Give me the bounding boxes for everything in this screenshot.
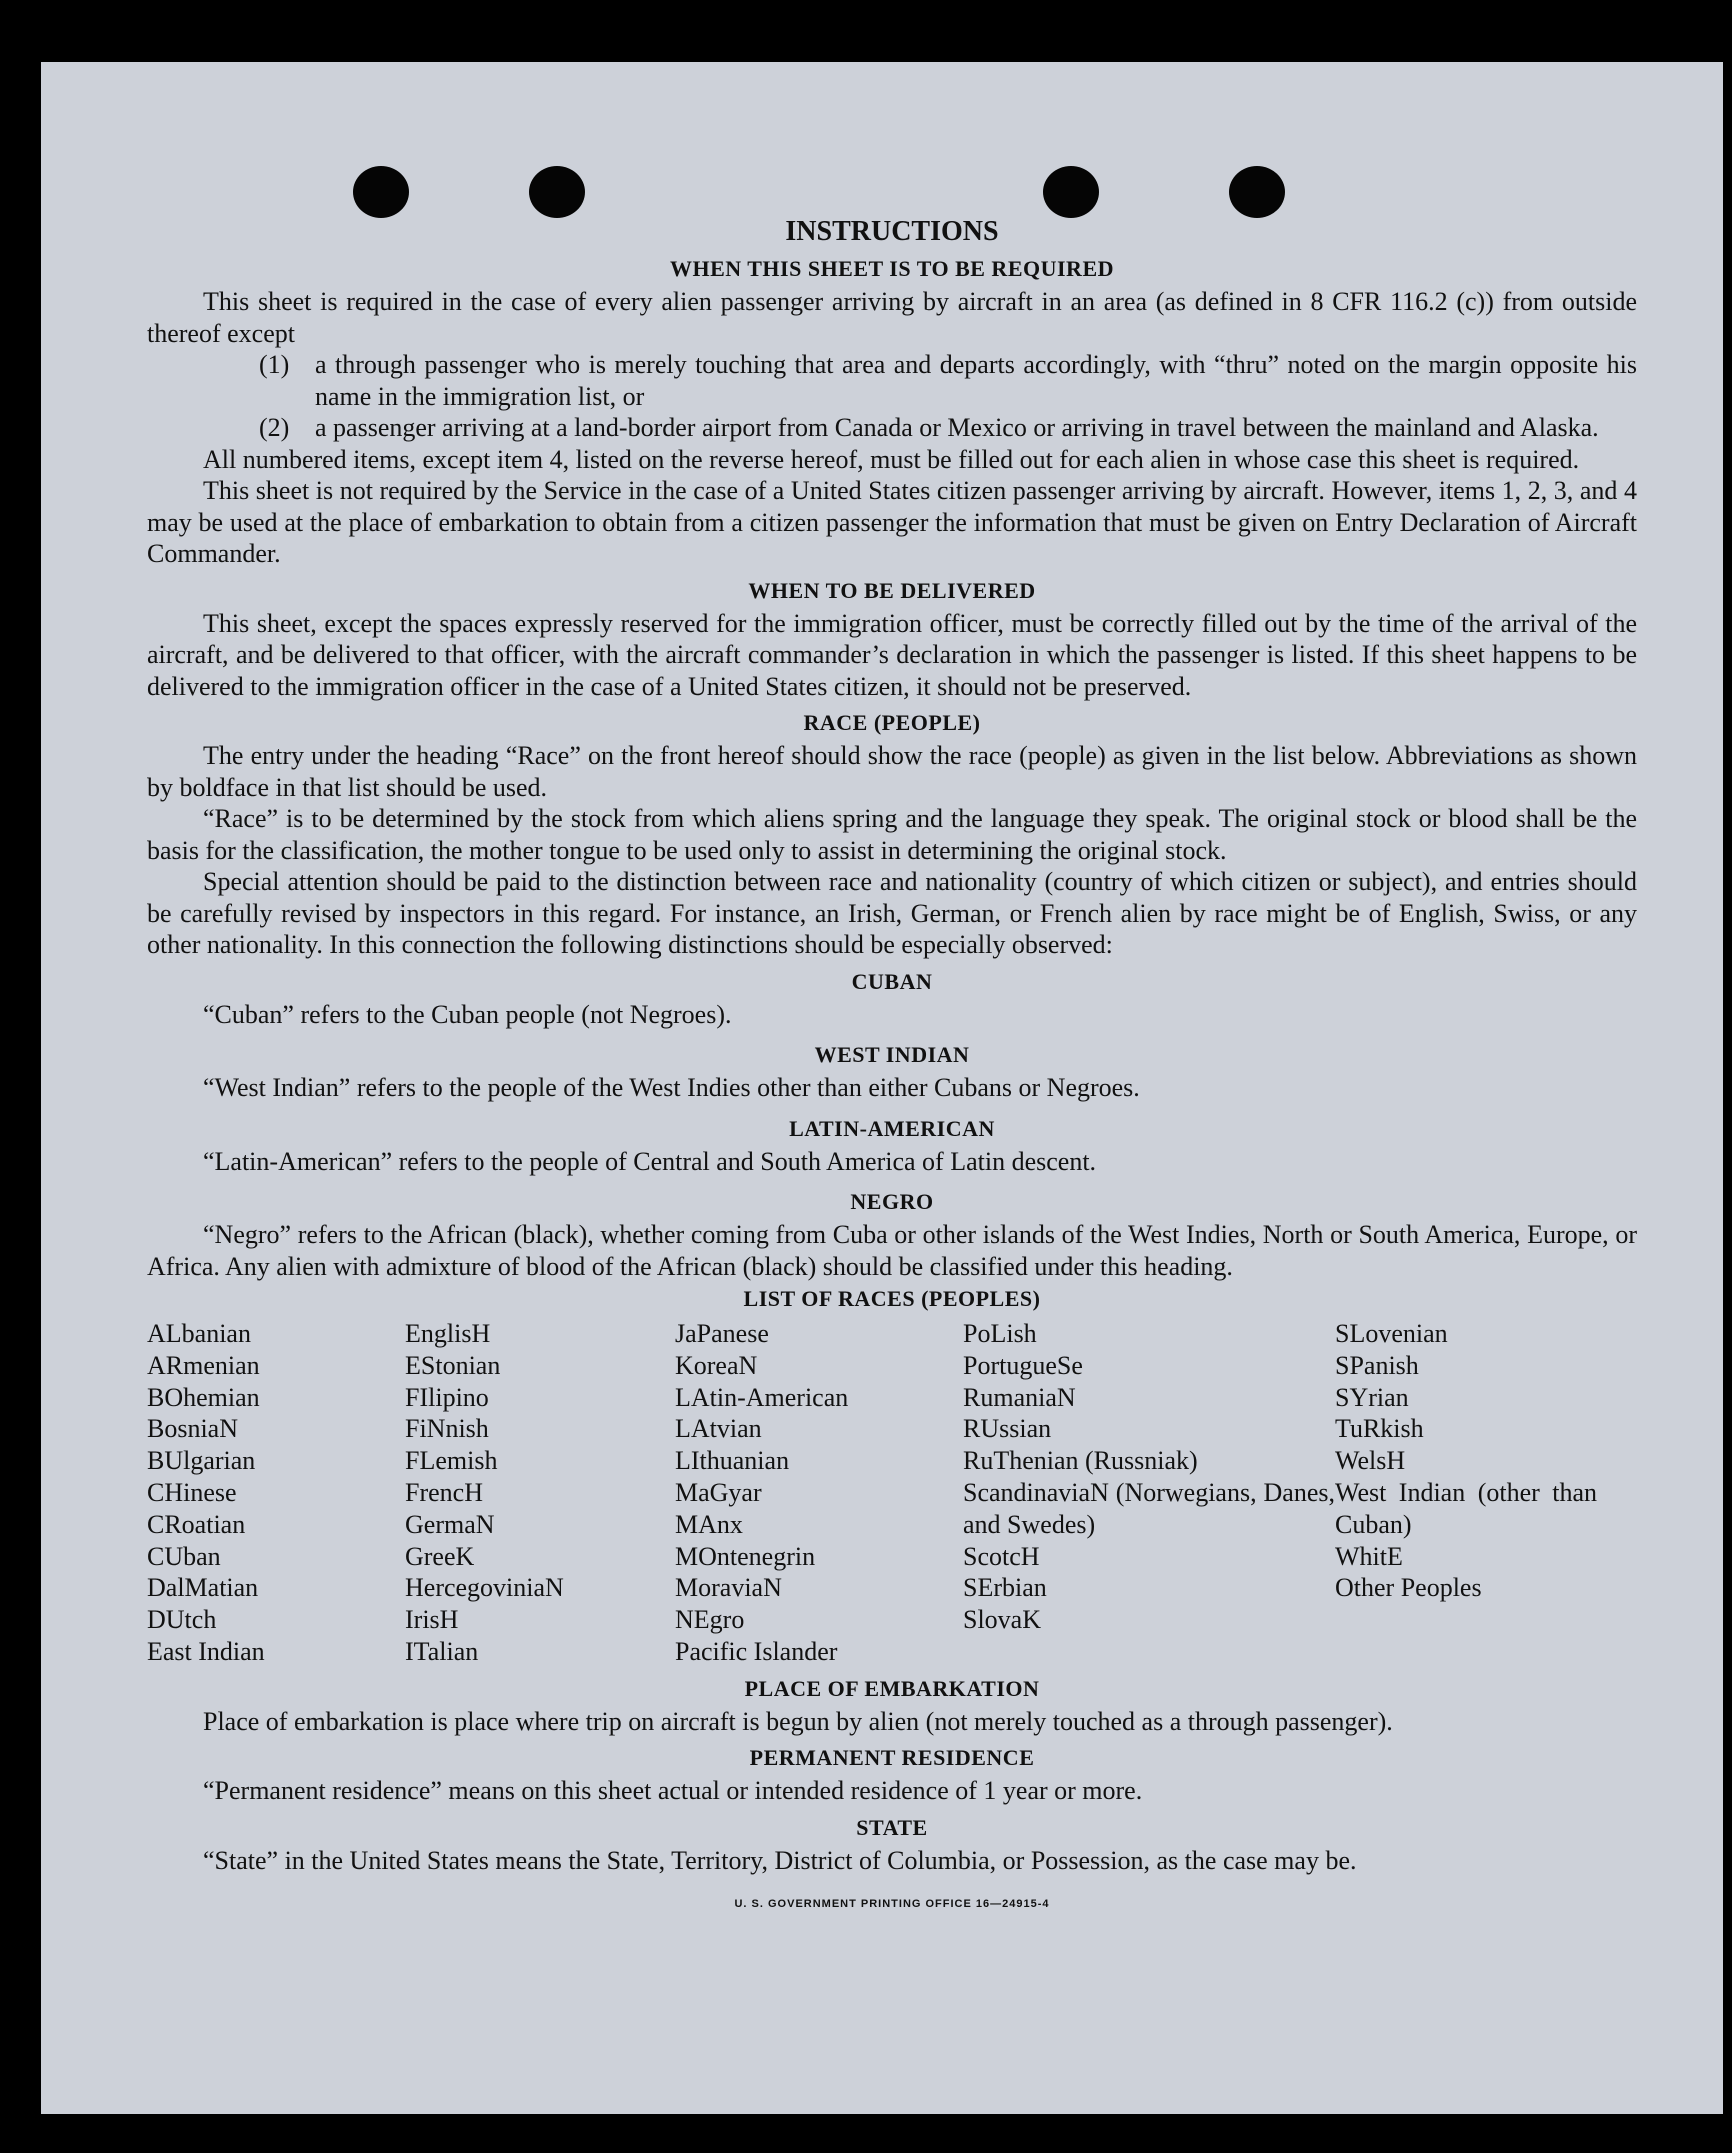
race-item: GermaN xyxy=(405,1509,495,1539)
list-item: West Indian (other than Cuban) xyxy=(1335,1477,1597,1539)
race-item: BOhemian xyxy=(147,1382,260,1412)
section-heading: WHEN THIS SHEET IS TO BE REQUIRED xyxy=(669,256,1115,281)
race-item: SErbian xyxy=(963,1573,1047,1603)
paragraph: Place of embarkation is place where trip on aircraft is begun by alien (not merely touched as a through passenger). xyxy=(203,1706,1393,1736)
section-heading: WHEN TO BE DELIVERED xyxy=(748,577,1036,603)
race-item: Other Peoples xyxy=(1335,1573,1482,1603)
race-item: SYrian xyxy=(1335,1382,1409,1412)
punch-hole xyxy=(529,166,585,218)
race-item: FrencH xyxy=(405,1477,483,1507)
section-heading: LATIN-AMERICAN xyxy=(789,1115,995,1141)
punch-hole xyxy=(1043,166,1099,218)
race-item: RUssian xyxy=(963,1414,1052,1444)
section-heading: WEST INDIAN xyxy=(814,1042,970,1067)
race-column xyxy=(405,1318,675,1668)
paragraph: All numbered items, except item 4, listed on the reverse hereof, must be filled out for each alien in whose case this sheet is required. xyxy=(203,444,1580,474)
race-item: DUtch xyxy=(147,1605,217,1635)
race-item: MAnx xyxy=(675,1509,743,1539)
race-column xyxy=(1335,1318,1597,1668)
section-heading: RACE (PEOPLE) xyxy=(803,710,981,735)
race-item: LAtin-American xyxy=(675,1382,849,1412)
paragraph: This sheet is required in the case of every alien passenger arriving by aircraft in an area (as defined in 8 CFR 116.2 (c)) from outside thereof except xyxy=(147,287,1637,348)
race-item: MOntenegrin xyxy=(675,1541,816,1571)
race-item: NEgro xyxy=(675,1605,745,1635)
race-item: CUban xyxy=(147,1541,221,1571)
race-item: ARmenian xyxy=(147,1350,260,1380)
paragraph: “State” in the United States means the State, Territory, District of Columbia, or Possession, as the case may be. xyxy=(203,1845,1357,1875)
section-heading: CUBAN xyxy=(851,968,933,994)
race-item: IrisH xyxy=(405,1605,459,1635)
race-item: BUlgarian xyxy=(147,1446,256,1476)
instructions-content xyxy=(147,212,1637,1910)
race-item: TuRkish xyxy=(1335,1414,1424,1444)
page-title: INSTRUCTIONS xyxy=(785,216,999,247)
race-column xyxy=(147,1318,405,1668)
paragraph: This sheet, except the spaces expressly reserved for the immigration officer, must be correctly filled out by the time of the arrival of the aircraft, and be delivered to that officer, with the aircraft commander’s declaration in which the passenger is listed. If this sheet happens to be delivered to the immigration officer in the case of a United States citizen, it should not be preserved. xyxy=(147,608,1637,701)
race-item: PortugueSe xyxy=(963,1350,1083,1380)
race-item: HercegoviniaN xyxy=(405,1573,564,1603)
race-item: FLemish xyxy=(405,1446,498,1476)
race-item: JaPanese xyxy=(675,1319,769,1348)
race-item: RumaniaN xyxy=(963,1382,1076,1412)
paragraph: “Permanent residence” means on this sheet actual or intended residence of 1 year or more. xyxy=(203,1776,1143,1806)
race-column xyxy=(675,1318,963,1668)
race-item: FIlipino xyxy=(405,1382,489,1412)
paragraph: This sheet is not required by the Service in the case of a United States citizen passenger arriving by aircraft. However, items 1, 2, 3, and 4 may be used at the place of embarkation to obtain from a citizen passenger the information that must be given on Entry Declaration of Aircraft Commander. xyxy=(147,476,1637,568)
race-item: MaGyar xyxy=(675,1477,762,1507)
race-item: KoreaN xyxy=(675,1350,758,1380)
paragraph: “Negro” refers to the African (black), whether coming from Cuba or other islands of the West Indies, North or South America, Europe, or Africa. Any alien with admixture of blood of the African (black) should be classified under this heading. xyxy=(147,1220,1637,1281)
race-item: WelsH xyxy=(1335,1446,1406,1476)
section-heading: PERMANENT RESIDENCE xyxy=(749,1745,1035,1771)
race-list xyxy=(147,1318,1637,1668)
race-item: EStonian xyxy=(405,1350,501,1380)
paragraph: “Cuban” refers to the Cuban people (not Negroes). xyxy=(203,999,732,1029)
section-heading: LIST OF RACES (PEOPLES) xyxy=(743,1286,1041,1311)
race-item: ALbanian xyxy=(147,1319,251,1348)
list-item: ScandinaviaN (Norwegians, Danes, and Swedes) xyxy=(963,1477,1335,1539)
race-item: LAtvian xyxy=(675,1414,762,1444)
race-item: SlovaK xyxy=(963,1605,1041,1635)
race-item: MoraviaN xyxy=(675,1573,782,1603)
punch-hole xyxy=(1229,166,1285,218)
punch-hole xyxy=(353,166,409,218)
race-item: East Indian xyxy=(147,1636,265,1666)
printer-imprint: U. S. GOVERNMENT PRINTING OFFICE 16—24915-4 xyxy=(734,1898,1050,1911)
race-item: BosniaN xyxy=(147,1414,238,1444)
race-item: ScotcH xyxy=(963,1541,1040,1571)
race-item: FiNnish xyxy=(405,1414,489,1444)
section-heading: NEGRO xyxy=(850,1189,934,1214)
race-item: Pacific Islander xyxy=(675,1636,838,1666)
section-heading: STATE xyxy=(856,1814,928,1840)
document-sheet xyxy=(41,62,1723,2114)
race-item: PoLish xyxy=(963,1319,1037,1348)
race-item: ITalian xyxy=(405,1636,479,1666)
paragraph: “Race” is to be determined by the stock from which aliens spring and the language they speak. The original stock or blood shall be the basis for the classification, the mother tongue to be used only to assist in determining the original stock. xyxy=(147,804,1637,865)
race-column xyxy=(963,1318,1335,1668)
race-item: CHinese xyxy=(147,1477,237,1507)
race-item: RuThenian (Russniak) xyxy=(963,1446,1198,1476)
race-item: CRoatian xyxy=(147,1509,246,1539)
list-item: (1) a through passenger who is merely touching that area and departs accordingly, with “thru” noted on the margin opposite his name in the immigration list, or xyxy=(259,350,1637,411)
race-item: SLovenian xyxy=(1335,1319,1448,1348)
race-item: EnglisH xyxy=(405,1319,491,1348)
race-item: LIthuanian xyxy=(675,1446,790,1476)
race-item: GreeK xyxy=(405,1541,475,1571)
race-item: SPanish xyxy=(1335,1350,1419,1380)
section-heading: PLACE OF EMBARKATION xyxy=(744,1675,1040,1701)
race-item: DalMatian xyxy=(147,1573,259,1603)
list-item: (2) a passenger arriving at a land-border airport from Canada or Mexico or arriving in travel between the mainland and Alaska. xyxy=(259,413,1599,442)
paragraph: “West Indian” refers to the people of the West Indies other than either Cubans or Negroes. xyxy=(203,1073,1140,1102)
paragraph: Special attention should be paid to the distinction between race and nationality (country of which citizen or subject), and entries should be carefully revised by inspectors in this regard. For instance, an Irish, German, or French alien by race might be of English, Swiss, or any other nationality. In this connection the following distinctions should be especially observed: xyxy=(147,867,1637,959)
paragraph: The entry under the heading “Race” on the front hereof should show the race (people) as given in the list below. Abbreviations as shown by boldface in that list should be used. xyxy=(147,741,1637,802)
paragraph: “Latin-American” refers to the people of Central and South America of Latin descent. xyxy=(203,1146,1097,1176)
race-item: WhitE xyxy=(1335,1541,1403,1571)
